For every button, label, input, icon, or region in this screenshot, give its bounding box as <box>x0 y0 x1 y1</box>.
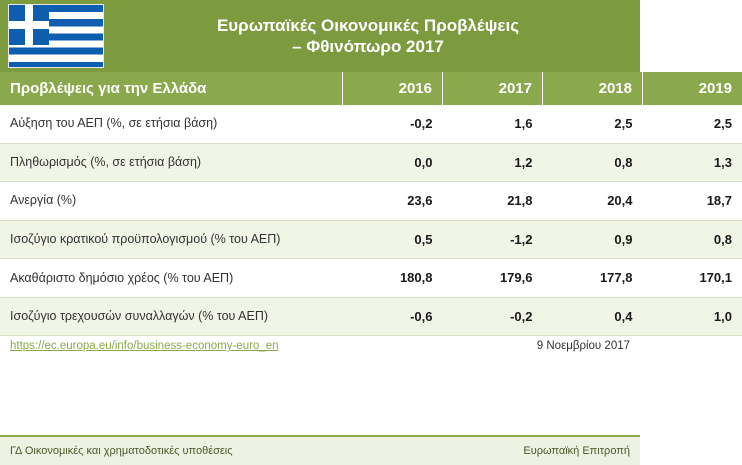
source-link[interactable]: https://ec.europa.eu/info/business-economy-euro_en <box>10 340 279 353</box>
table-body <box>0 105 742 336</box>
row-value-2018: 0,4 <box>543 297 643 336</box>
table-head <box>0 72 742 105</box>
table-row <box>0 143 742 182</box>
table-row <box>0 297 742 336</box>
row-value-2017: -0,2 <box>443 297 543 336</box>
row-value-2019: 1,0 <box>643 297 742 336</box>
row-value-2016: 0,5 <box>343 220 443 259</box>
row-value-2017: 21,8 <box>443 182 543 221</box>
page-title: Ευρωπαϊκές Οικονομικές Προβλέψεις <box>216 15 520 35</box>
row-value-2019: 18,7 <box>643 182 742 221</box>
row-label: Ισοζύγιο κρατικού προϋπολογισμού (% του ΑΕΠ) <box>0 220 343 259</box>
footer-link-row <box>0 336 640 354</box>
row-value-2016: 180,8 <box>343 259 443 298</box>
flag-cross-horizontal <box>9 21 49 29</box>
table-row <box>0 220 742 259</box>
row-value-2017: 1,6 <box>443 105 543 143</box>
row-value-2019: 170,1 <box>643 259 742 298</box>
row-value-2017: 1,2 <box>443 143 543 182</box>
publication-date: 9 Νοεμβρίου 2017 <box>536 340 630 353</box>
column-header-2017: 2017 <box>443 72 543 105</box>
forecast-table <box>0 72 742 336</box>
footer-department: ΓΔ Οικονομικές και χρηματοδοτικές υποθέσεις <box>10 445 233 457</box>
column-header-2018: 2018 <box>543 72 643 105</box>
row-label: Αύξηση του ΑΕΠ (%, σε ετήσια βάση) <box>0 105 343 143</box>
row-value-2017: 179,6 <box>443 259 543 298</box>
row-value-2016: -0,2 <box>343 105 443 143</box>
table-header-row <box>0 72 742 105</box>
row-value-2016: 0,0 <box>343 143 443 182</box>
footer-bar <box>0 435 640 465</box>
row-value-2019: 2,5 <box>643 105 742 143</box>
column-header-indicator: Προβλέψεις για την Ελλάδα <box>0 72 343 105</box>
row-value-2018: 0,9 <box>543 220 643 259</box>
table-row <box>0 182 742 221</box>
row-value-2018: 0,8 <box>543 143 643 182</box>
column-header-2016: 2016 <box>343 72 443 105</box>
greece-flag-icon <box>8 4 104 68</box>
forecast-table-wrapper <box>0 72 732 336</box>
row-value-2018: 20,4 <box>543 182 643 221</box>
header-title-block <box>110 15 640 58</box>
row-value-2017: -1,2 <box>443 220 543 259</box>
row-value-2018: 177,8 <box>543 259 643 298</box>
row-value-2019: 1,3 <box>643 143 742 182</box>
table-row <box>0 105 742 143</box>
row-label: Ακαθάριστο δημόσιο χρέος (% του ΑΕΠ) <box>0 259 343 298</box>
row-label: Ανεργία (%) <box>0 182 343 221</box>
row-label: Πληθωρισμός (%, σε ετήσια βάση) <box>0 143 343 182</box>
row-value-2018: 2,5 <box>543 105 643 143</box>
row-value-2016: -0,6 <box>343 297 443 336</box>
row-value-2019: 0,8 <box>643 220 742 259</box>
row-value-2016: 23,6 <box>343 182 443 221</box>
footer-organisation: Ευρωπαϊκή Επιτροπή <box>523 445 630 457</box>
table-row <box>0 259 742 298</box>
header-band <box>0 0 640 72</box>
page-subtitle: – Φθινόπωρο 2017 <box>292 37 444 56</box>
row-label: Ισοζύγιο τρεχουσών συναλλαγών (% του ΑΕΠ) <box>0 297 343 336</box>
column-header-2019: 2019 <box>643 72 742 105</box>
